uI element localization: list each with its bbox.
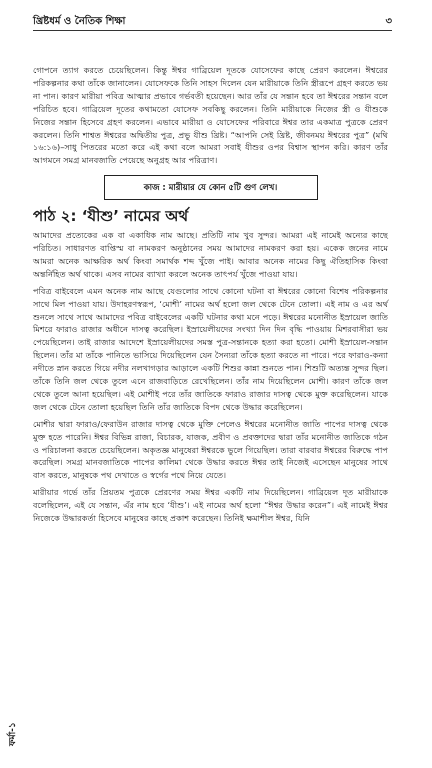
running-header-title: খ্রিষ্টধর্ম ও নৈতিক শিক্ষা xyxy=(33,16,126,27)
form-side-label: ফর্মা-১ xyxy=(8,722,18,746)
task-box: কাজ : মারীয়ার যে কোন ৫টি গুণ লেখ। xyxy=(104,175,318,200)
paragraph: আমাদের প্রত্যেকের এক বা একাধিক নাম আছে। প্রতিটি নাম খুব সুন্দর। আমরা এই নামেই অন্যের কাছে পরিচিত। সাধারণত বাপ্তিস্ম বা নামকরণ অনুষ্ঠানের সময় আমাদের নামকরণ করা হয়। একেক জনের নামে আমরা অনেক আক্ষরিক অর্থ কিংবা সমার্থক শব্দ খুঁজে পাই। আবার অনেক নামের কিছু ঐতিহাসিক কিংবা অন্তর্নিহিত অর্থ থাকে। এসব নামের ব্যাখ্যা করলে অনেক তাৎপর্য খুঁজে পাওয়া যায়। xyxy=(33,230,388,279)
section-heading: পাঠ ২: ‘যীশু’ নামের অর্থ xyxy=(33,207,189,226)
paragraph: পবিত্র বাইবেলে এমন অনেক নাম আছে যেগুলোর সাথে কোনো ঘটনা বা ঈশ্বরের কোনো বিশেষ পরিকল্পনার সাথে মিল পাওয়া যায়। উদাহরণস্বরূপ, ‘মোশী’ নামের অর্থ হলো জল থেকে টেনে তোলা। এই নাম ও এর অর্থ শুনলে সাথে সাথে আমাদের পবিত্র বাইবেলের একটি ঘটনার কথা মনে পড়ে। ঈশ্বরের মনোনীত ইস্রায়েল জাতি মিশরে ফারাও রাজার অধীনে দাসত্ব করেছিল। ইস্রায়েলীয়দের সংখ্যা দিন দিন বৃদ্ধি পাওয়ায় মিশরবাসীরা ভয় পেয়েছিলেন। তাই রাজার আদেশে ইস্রায়েলীয়দের সমস্ত পুত্র-সন্তানকে হত্যা করা হতো। মোশী ইস্রায়েল-সন্তান ছিলেন। তাঁর মা তাঁকে পানিতে ভাসিয়ে দিয়েছিলেন যেন সৈন্যরা তাঁকে হত্যা করতে না পারে। পরে ফারাও-কন্যা নদীতে স্নান করতে গিয়ে নদীর নলখাগড়ার আড়ালে একটি শিশুর কান্না শুনতে পান। শিশুটি অত্যন্ত সুন্দর ছিল। তাঁকে তিনি জল থেকে তুলে এনে রাজবাড়িতে রেখেছিলেন। তাঁর নাম দিয়েছিলেন মোশী। কারণ তাঁকে জল থেকে তুলে আনা হয়েছিল। এই মোশীই পরে তাঁর জাতিকে ফারাও রাজার দাসত্ব থেকে মুক্ত করেছিলেন। যাকে জল থেকে টেনে তোলা হয়েছিল তিনি তাঁর জাতিকে বিপদ থেকে উদ্ধার করেছিলেন। xyxy=(33,285,388,412)
paragraph: মোশীর দ্বারা ফারাও/ফেরাউন রাজার দাসত্ব থেকে মুক্তি পেলেও ঈশ্বরের মনোনীত জাতি পাপের দাসত্ব থেকে মুক্ত হতে পারেনি। ঈশ্বর বিভিন্ন রাজা, বিচারক, যাজক, প্রবীণ ও প্রবক্তাদের দ্বারা তাঁর মনোনীত জাতিকে গঠন ও পরিচালনা করতে চেয়েছিলেন। অকৃতজ্ঞ মানুষেরা ঈশ্বরকে ভুলে গিয়েছিল। তারা বারবার ঈশ্বরের বিরুদ্ধে পাপ করেছিল। সমগ্র মানবজাতিকে পাপের কালিমা থেকে উদ্ধার করতে ঈশ্বর তাই নিজেই এসেছেন মানুষের সাথে বাস করতে, মানুষকে পথ দেখাতে ও স্বর্গের পথে নিয়ে যেতে। xyxy=(33,418,388,481)
paragraph: মারীয়ার গর্ভে তাঁর প্রিয়তম পুত্রকে প্রেরণের সময় ঈশ্বর একটি নাম দিয়েছিলেন। গাব্রিয়েল দূত মারীয়াকে বলেছিলেন, এই যে সন্তান, এঁর নাম হবে ‘যীশু’। এই নামের অর্থ হলো “ঈশ্বর উদ্ধার করেন”। এই নামেই ঈশ্বর নিজেকে উদ্ধারকর্তা হিসেবে মানুষের কাছে প্রকাশ করেছেন। তিনিই ক্ষমাশীল ঈশ্বর, যিনি xyxy=(33,487,388,524)
header-divider xyxy=(33,30,392,31)
page-number: ৩ xyxy=(385,16,392,27)
paragraph: গোপনে ত্যাগ করতে চেয়েছিলেন। কিন্তু ঈশ্বর গাব্রিয়েল দূতকে যোসেফের কাছে প্রেরণ করলেন। ঈশ্বরের পরিকল্পনার কথা তাঁকে জানালেন। যোসেফকে তিনি সাহস দিলেন যেন মারীয়াকে তিনি স্ত্রীরূপে গ্রহণ করতে ভয় না পান। কারণ মারীয়া পবিত্র আত্মার প্রভাবে গর্ভবতী হয়েছেন। আর তাঁর যে সন্তান হবে তা ঈশ্বরের সন্তান বলে পরিচিত হবে। গাব্রিয়েল দূতের কথামতো যোসেফ সবকিছু করলেন। তিনি মারীয়াকে নিজের স্ত্রী ও যীশুকে নিজের সন্তান হিসেবে গ্রহণ করলেন। এভাবে মারীয়া ও যোসেফের পরিবারে ঈশ্বর তার একমাত্র পুত্রকে প্রেরণ করলেন। তিনি শাশ্বত ঈশ্বরের অদ্বিতীয় পুত্র, প্রভু যীশু খ্রিষ্ট। “আপনি সেই খ্রিষ্ট, জীবনময় ঈশ্বরের পুত্র” (মথি ১৬:১৬)–সাধু পিতরের মতো করে এই কথা বলে আমরা সবাই যীশুর ওপর বিশ্বাস স্থাপন করি। কারণ তাঁর আগমনে সমগ্র মানবজাতি পেয়েছে অনুগ্রহ আর পরিত্রাণ। xyxy=(33,65,388,166)
page-body xyxy=(33,64,388,529)
